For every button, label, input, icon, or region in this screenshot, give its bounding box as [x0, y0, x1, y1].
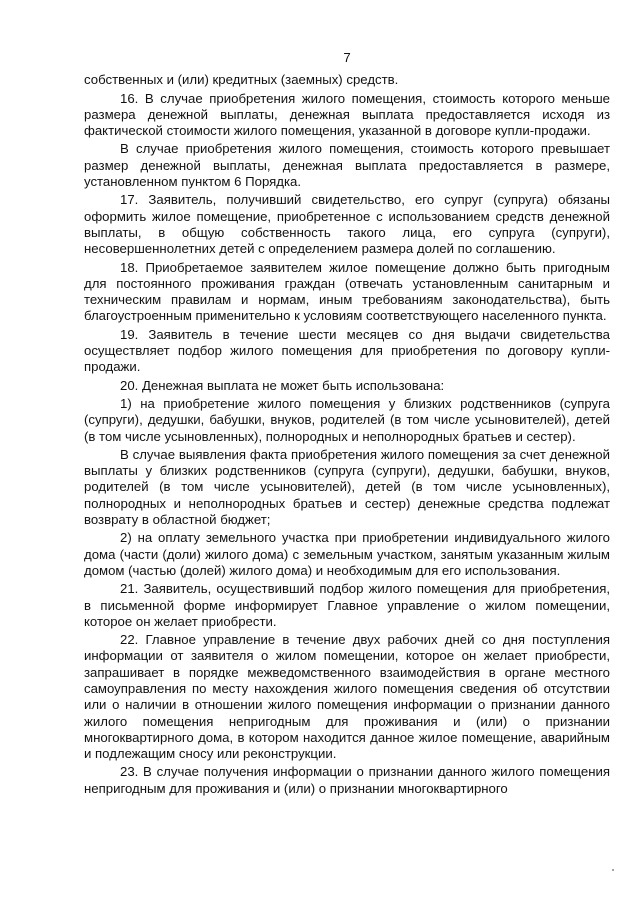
paragraph-17: 17. Заявитель, получивший свидетельство, его супруг (супруга) обязаны оформить жилое помещение, приобретенное с использованием средств денежной выплаты, в общую собственность такого лица, его супруга (супруги), несовершеннолетних детей с определением размера долей по соглашению.	[84, 192, 610, 257]
paragraph-20-item-1-note: В случае выявления факта приобретения жилого помещения за счет денежной выплаты у близких родственников (супруга (супруги), дедушки, бабушки, внуков, родителей (в том числе усыновителей), детей (в том числе усыновленных), полнородных и неполнородных братьев и сестер) денежные средства подлежат возврату в областной бюджет;	[84, 446, 610, 528]
document-page	[84, 50, 610, 797]
paragraph-16-second: В случае приобретения жилого помещения, стоимость которого превышает размер денежной выплаты, денежная выплата предоставляется в размере, установленном пунктом 6 Порядка.	[84, 141, 610, 190]
page-number: 7	[343, 50, 351, 65]
paragraph-continuation: собственных и (или) кредитных (заемных) средств.	[84, 72, 399, 88]
paragraph-22: 22. Главное управление в течение двух рабочих дней со дня поступления информации от заявителя о жилом помещении, которое он желает приобрести, запрашивает в порядке межведомственного взаимодействия в органе местного самоуправления по месту нахождения жилого помещения сведения об отсутствии или о наличии в отношении жилого помещения информации о признании данного жилого помещения непригодным для проживания и (или) о признании многоквартирного дома, в котором находится данное жилое помещение, аварийным и подлежащим сносу или реконструкции.	[84, 632, 610, 762]
scan-speck	[612, 869, 614, 871]
paragraph-20-item-2: 2) на оплату земельного участка при приобретении индивидуального жилого дома (части (доли) жилого дома) с земельным участком, занятым указанным жилым домом (частью (долей) жилого дома) и необходимым для его использования.	[84, 530, 610, 578]
paragraph-19: 19. Заявитель в течение шести месяцев со дня выдачи свидетельства осуществляет подбор жилого помещения для приобретения по договору купли-продажи.	[84, 326, 610, 375]
paragraph-21: 21. Заявитель, осуществивший подбор жилого помещения для приобретения, в письменной форме информирует Главное управление о жилом помещении, которое он желает приобрести.	[84, 581, 610, 629]
paragraph-20-item-1: 1) на приобретение жилого помещения у близких родственников (супруга (супруги), дедушки, бабушки, внуков, родителей (в том числе усыновителей), детей (в том числе усыновленных), полнородных и неполнородных братьев и сестер).	[84, 395, 610, 444]
paragraph-18: 18. Приобретаемое заявителем жилое помещение должно быть пригодным для постоянного проживания граждан (отвечать установленным санитарным и техническим правилам и нормам, иным требованиям законодательства), быть благоустроенным применительно к условиям соответствующего населенного пункта.	[84, 259, 610, 324]
paragraph-16: 16. В случае приобретения жилого помещения, стоимость которого меньше размера денежной выплаты, денежная выплата предоставляется исходя из фактической стоимости жилого помещения, указанной в договоре купли-продажи.	[84, 90, 610, 139]
paragraph-23: 23. В случае получения информации о признании данного жилого помещения непригодным для проживания и (или) о признании многоквартирного	[84, 764, 610, 796]
paragraph-20: 20. Денежная выплата не может быть использована:	[120, 377, 445, 393]
